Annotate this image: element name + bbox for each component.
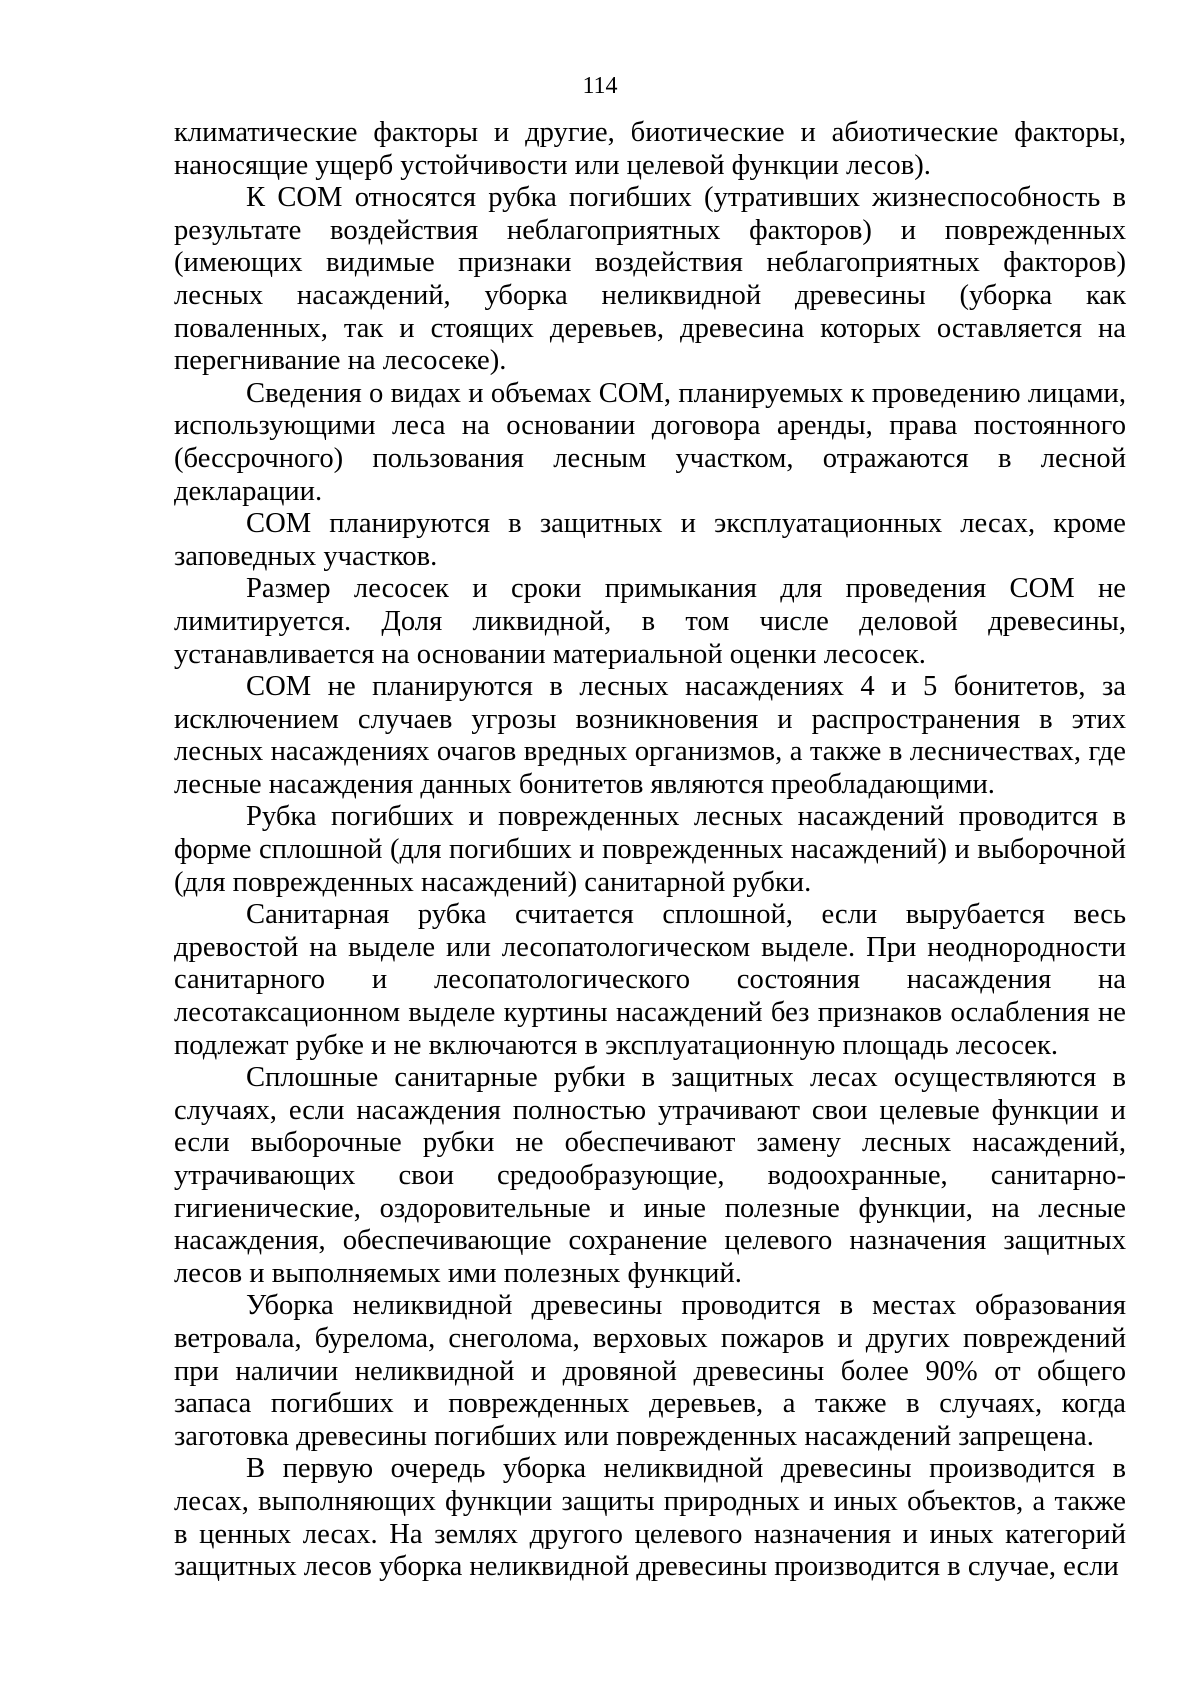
paragraph-cutting-area-size: Размер лесосек и сроки примыкания для проведения СОМ не лимитируется. Доля ликвидной, в том числе деловой древесины, устанавливается на основании материальной оценки лесосек. bbox=[174, 573, 1126, 670]
paragraph-som-forest-types: СОМ планируются в защитных и эксплуатационных лесах, кроме заповедных участков. bbox=[174, 508, 1126, 572]
paragraph-illiquid-wood-removal: Уборка неликвидной древесины проводится в местах образования ветровала, бурелома, снеголома, верховых пожаров и других повреждений при наличии неликвидной и дровяной древесины более 90% от общего запаса погибших и поврежденных деревьев, а также в случаях, когда заготовка древесины погибших или поврежденных насаждений запрещена. bbox=[174, 1290, 1126, 1452]
paragraph-felling-forms: Рубка погибших и поврежденных лесных насаждений проводится в форме сплошной (для погибших и поврежденных насаждений) и выборочной (для поврежденных насаждений) санитарной рубки. bbox=[174, 801, 1126, 898]
paragraph-som-declaration: Сведения о видах и объемах СОМ, планируемых к проведению лицами, использующими леса на основании договора аренды, права постоянного (бессрочного) пользования лесным участком, отражаются в лесной декларации. bbox=[174, 377, 1126, 507]
paragraph-som-definition: К СОМ относятся рубка погибших (утративших жизнеспособность в результате воздействия неблагоприятных факторов) и поврежденных (имеющих видимые признаки воздействия неблагоприятных факторов) лесных насаждений, уборка неликвидной древесины (уборка как поваленных, так и стоящих деревьев, древесина которых оставляется на перегнивание на лесосеке). bbox=[174, 182, 1126, 377]
paragraph-continuation: климатические факторы и другие, биотические и абиотические факторы, наносящие ущерб устойчивости или целевой функции лесов). bbox=[174, 117, 1126, 181]
document-body bbox=[174, 117, 1126, 1584]
page-number: 114 bbox=[582, 73, 618, 99]
paragraph-protective-forests: Сплошные санитарные рубки в защитных лесах осуществляются в случаях, если насаждения полностью утрачивают свои целевые функции и если выборочные рубки не обеспечивают замену лесных насаждений, утрачивающих свои средообразующие, водоохранные, санитарно-гигиенические, оздоровительные и иные полезные функции, на лесные насаждения, обеспечивающие сохранение целевого назначения защитных лесов и выполняемых ими полезных функций. bbox=[174, 1062, 1126, 1289]
paragraph-bonitet-exclusion: СОМ не планируются в лесных насаждениях 4 и 5 бонитетов, за исключением случаев угрозы возникновения и распространения в этих лесных насаждениях очагов вредных организмов, а также в лесничествах, где лесные насаждения данных бонитетов являются преобладающими. bbox=[174, 671, 1126, 800]
paragraph-priority-removal: В первую очередь уборка неликвидной древесины производится в лесах, выполняющих функции защиты природных и иных объектов, а также в ценных лесах. На землях другого целевого назначения и иных категорий защитных лесов уборка неликвидной древесины производится в случае, если bbox=[174, 1453, 1126, 1583]
paragraph-clear-sanitary-felling: Санитарная рубка считается сплошной, если вырубается весь древостой на выделе или лесопатологическом выделе. При неоднородности санитарного и лесопатологического состояния насаждения на лесотаксационном выделе куртины насаждений без признаков ослабления не подлежат рубке и не включаются в эксплуатационную площадь лесосек. bbox=[174, 899, 1126, 1061]
